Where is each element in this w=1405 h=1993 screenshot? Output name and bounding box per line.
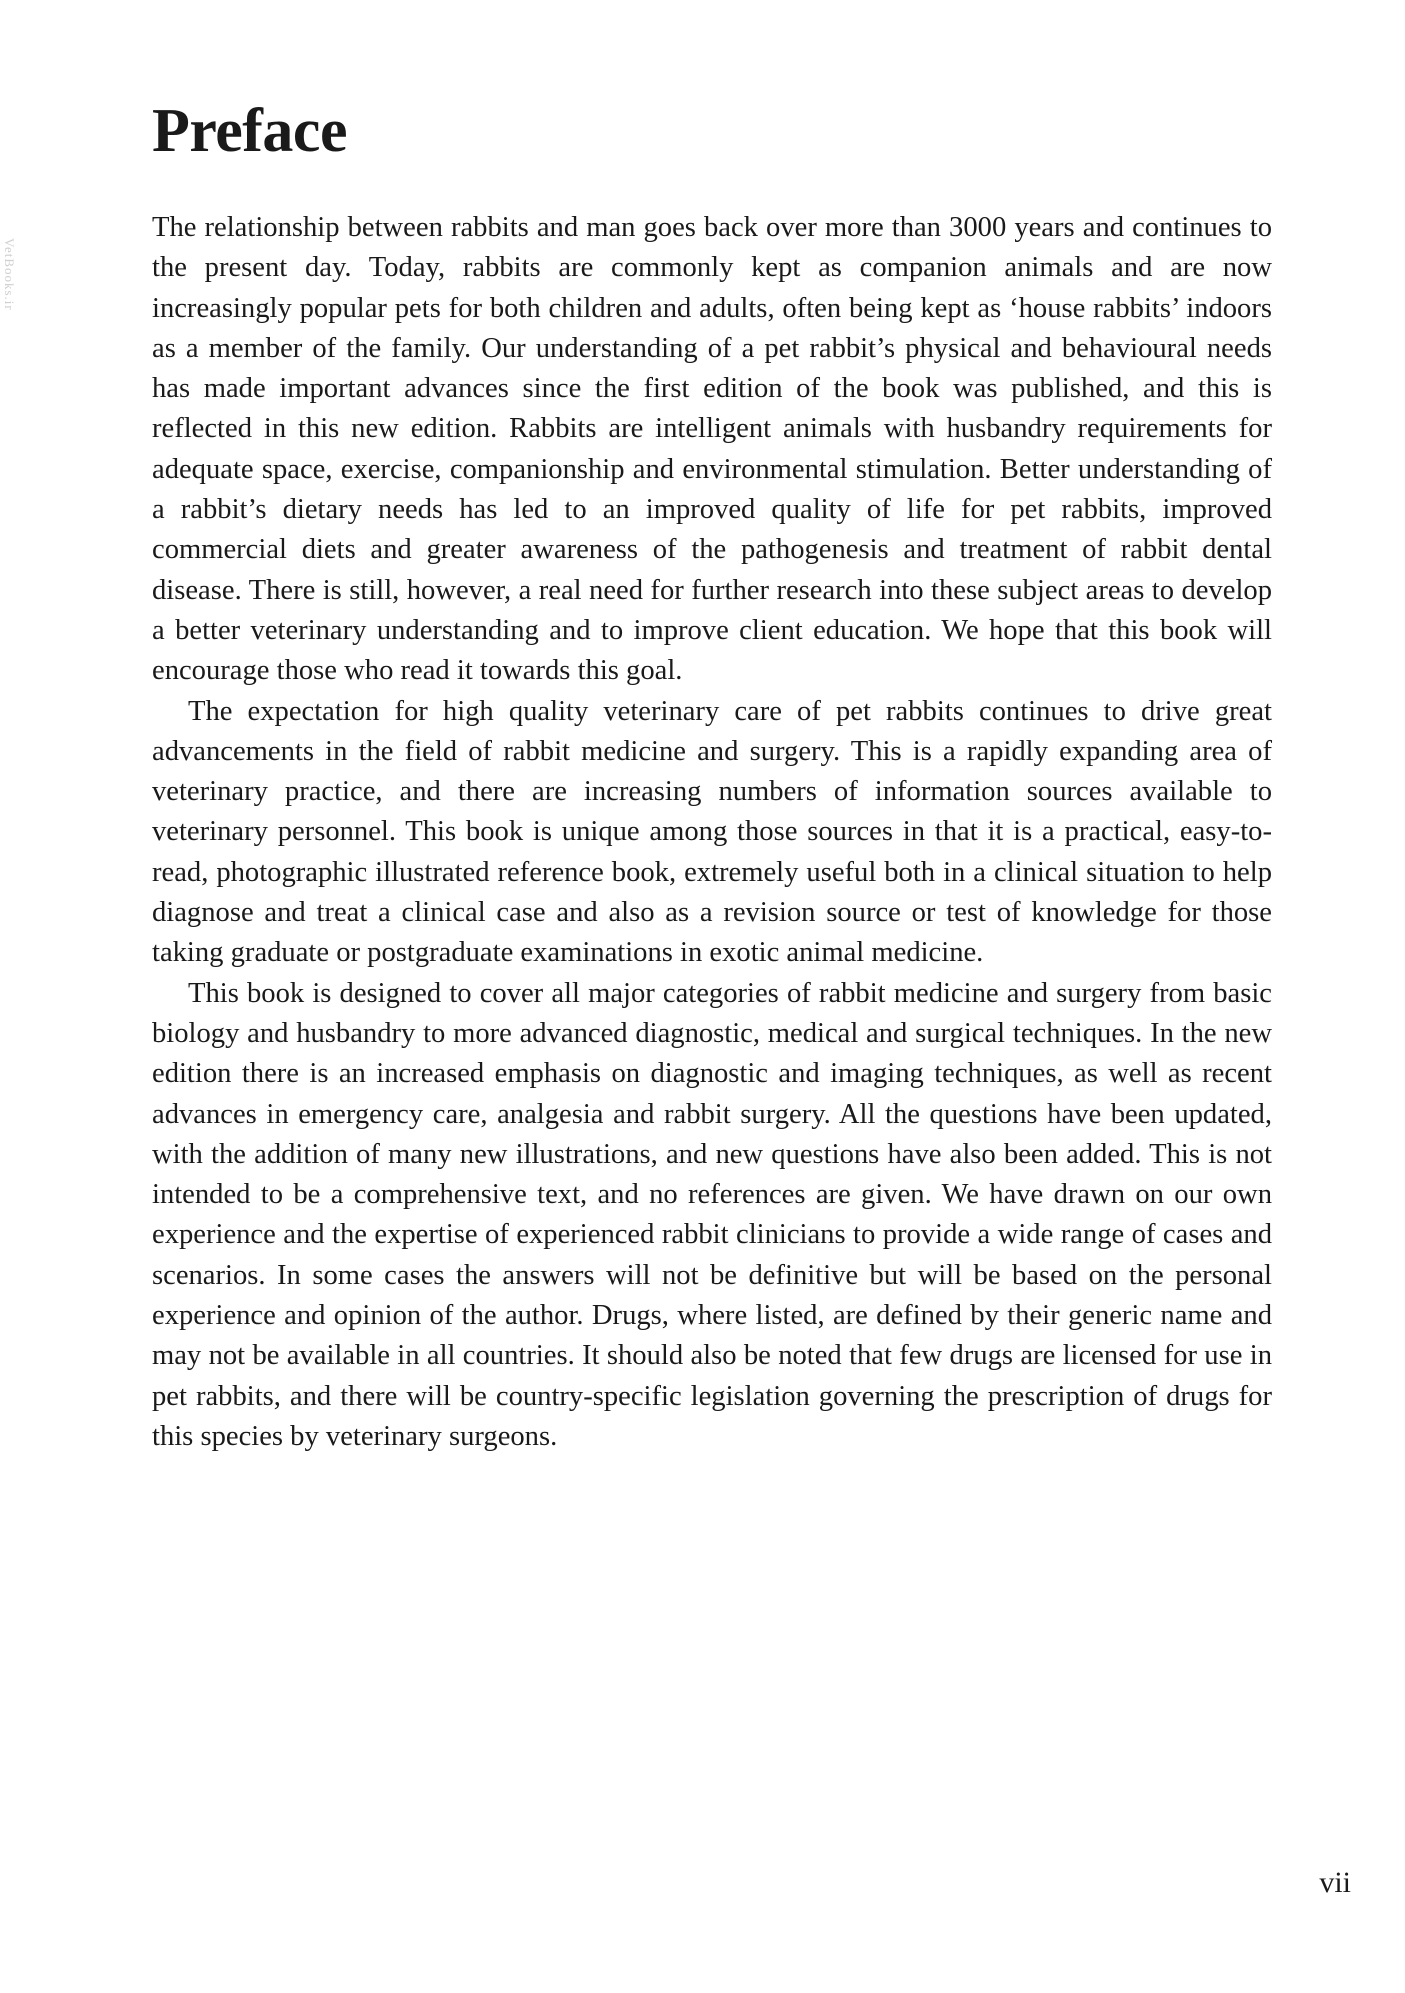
paragraph-3: This book is designed to cover all major categories of rabbit medicine and surgery from basic biology and husbandry to more advanced diagnostic, medical and surgical techniques. In the new edition there is an increased emphasis on diagnostic and imaging techniques, as well as recent advances in emergency care, analgesia and rabbit surgery. All the questions have been updated, with the addition of many new illustrations, and new questions have also been added. This is not intended to be a comprehensive text, and no references are given. We have drawn on our own experience and the expertise of experienced rabbit clinicians to provide a wide range of cases and scenarios. In some cases the answers will not be definitive but will be based on the personal experience and opinion of the author. Drugs, where listed, are defined by their generic name and may not be available in all countries. It should also be noted that few drugs are licensed for use in pet rabbits, and there will be country-specific legislation governing the prescription of drugs for this species by veterinary surgeons. [152, 977, 1272, 1452]
page-title: Preface [152, 97, 347, 165]
preface-body [152, 208, 1272, 1457]
paragraph-2: The expectation for high quality veterinary care of pet rabbits continues to drive great advancements in the field of rabbit medicine and surgery. This is a rapidly expanding area of veterinary practice, and there are increasing numbers of information sources available to veterinary personnel. This book is unique among those sources in that it is a practical, easy-to-read, photographic illustrated reference book, extremely useful both in a clinical situation to help diagnose and treat a clinical case and also as a revision source or test of knowledge for those taking graduate or postgraduate examinations in exotic animal medicine. [152, 695, 1272, 969]
page-number: vii [1319, 1866, 1351, 1899]
watermark: VetBooks.ir [2, 238, 17, 311]
paragraph-1: The relationship between rabbits and man goes back over more than 3000 years and continues to the present day. Today, rabbits are commonly kept as companion animals and are now increasingly popular pets for both children and adults, often being kept as ‘house rabbits’ indoors as a member of the family. Our understanding of a pet rabbit’s physical and behavioural needs has made important advances since the first edition of the book was published, and this is reflected in this new edition. Rabbits are intelligent animals with husbandry requirements for adequate space, exercise, companionship and environmental stimulation. Better understanding of a rabbit’s dietary needs has led to an improved quality of life for pet rabbits, improved commercial diets and greater awareness of the pathogenesis and treatment of rabbit dental disease. There is still, however, a real need for further research into these subject areas to develop a better veterinary understanding and to improve client education. We hope that this book will encourage those who read it towards this goal. [152, 212, 1272, 687]
